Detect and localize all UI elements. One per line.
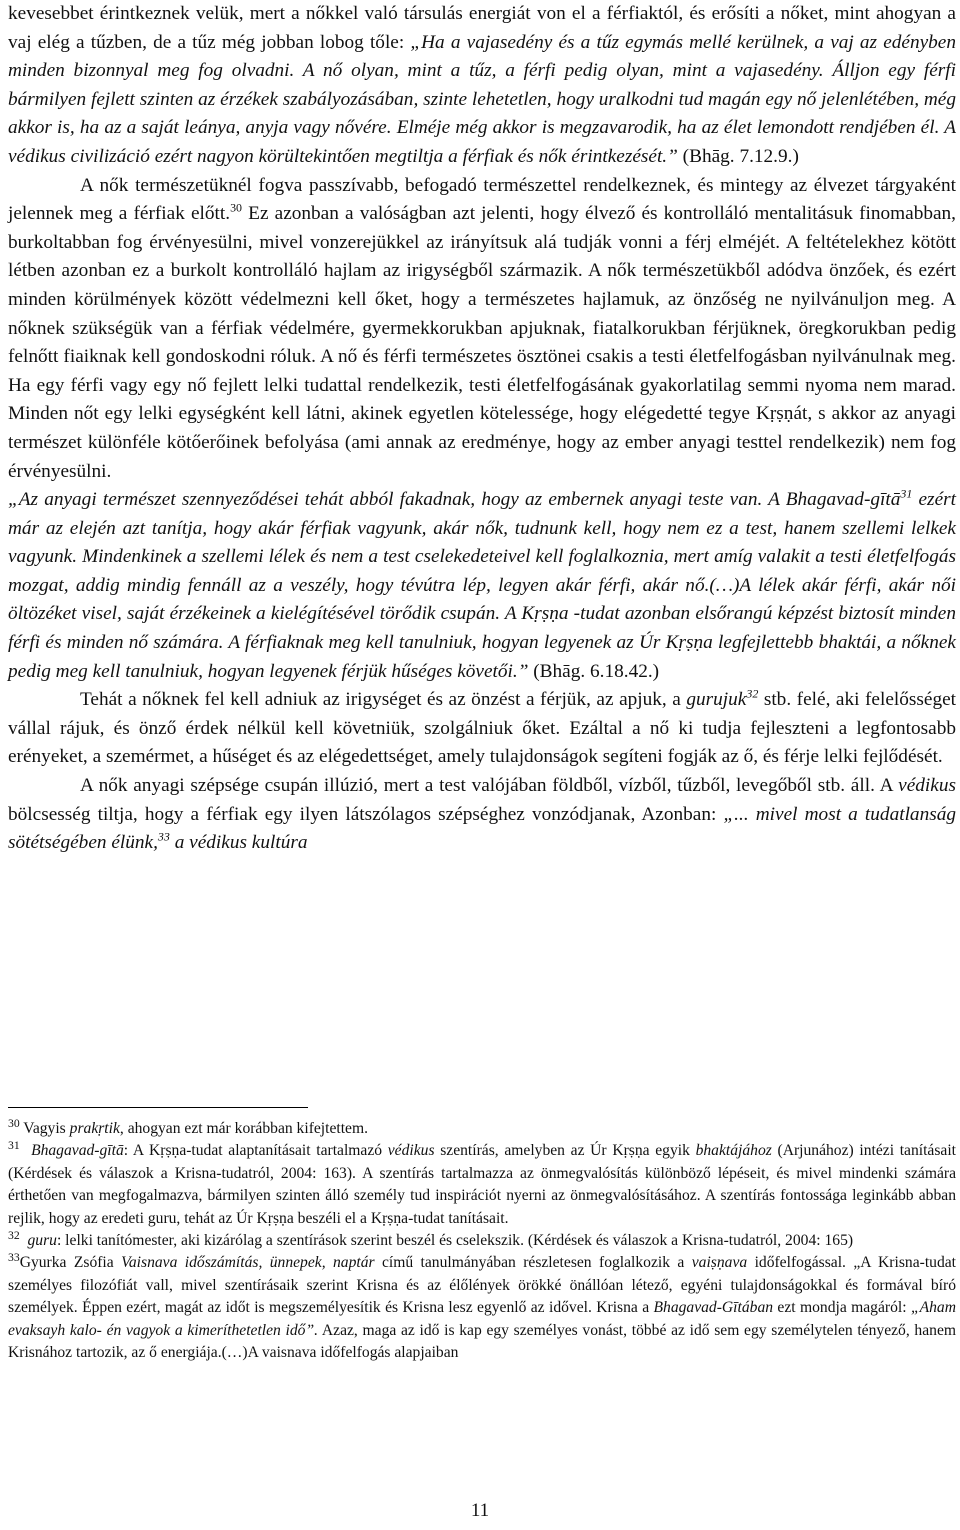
footnote-ref[interactable]: 33 [157, 829, 170, 844]
main-text [8, 0, 956, 858]
page-number: 11 [470, 1500, 490, 1521]
footnote-30: $^{30}$ Vagyis prakṛtik, ahogyan ezt már korábban kifejtettem. [8, 1116, 369, 1137]
citation: (Bhāg. 6.18.42.) [528, 660, 660, 682]
footnotes [8, 1118, 956, 1364]
footnote-ref[interactable]: 32 [746, 686, 759, 701]
footnote-33: $^{33}$Gyurka Zsófia Vaisnava időszámítás, ünnepek, naptár című tanulmányában részletesen foglalkozik a vaiṣṇava időfelfogással. „A Krisna-tudat személyes filozófiát vall, mivel szentírásaik szerint Krisna és az élőlények örökké önállóan létező, egyéni tulajdonságokkal és formával bíró személyek. Éppen ezért, magát az időt is megszemélyesítik és Krisna lesz egyenlő az idővel. Krisna a Bhagavad-Gītában ezt mondja magáról: „Aham evaksayh kalo- én vagyok a kimeríthetetlen idő”. Azaz, maga az idő is kap egy személyes vonást, többé az idő sem egy személytelen tényező, hanem Krisnához tartozik, az ő energiája.(…)A vaisnava időfelfogás alapjaiban [8, 1251, 956, 1362]
paragraph: A nők természetüknél fogva passzívabb, befogadó természettel rendelkeznek, és mintegy az élvezet tárgyaként jelennek meg a férfiak előtt.$^{30}$ Ez azonban a valóságban azt jelenti, hogy élvező és kontrolláló mentalitásuk finomabban, burkoltabban fog érvényesülni, mivel vonzerejükkel az irányítsuk alá tudják vonni a férj elméjét. A feltételekhez kötött létben azonban ez a burkolt kontrolláló hajlam az irigységből származik. A nők természetükből adódva önzőek, és ezért minden körülmények között védelmezni kell őket, hogy a természetes hajlamuk, az önzőség ne nyilvánuljon meg. A nőknek szükségük van a férfiak védelmére, gyermekkorukban apjuknak, fiatalkorukban férjüknek, öregkorukban pedig felnőtt fiaiknak kell gondoskodni róluk. A nő és férfi természetes ösztönei csakis a testi életfelfogásban nyilvánulnak meg. Ha egy férfi vagy egy nő fejlett lelki tudattal rendelkezik, testi életfelfogásának gyakorlatilag semmi nyoma nem marad. Minden nőt egy lelki egységként kell látni, akinek egyetlen kötelessége, hogy elégedetté tegye Kṛṣṇát, s akkor az anyagi természet különféle kötőerőinek befolyása (ami annak az eredménye, hogy az ember anyagi testtel rendelkezik) nem fog érvényesülni. [8, 174, 956, 482]
citation: (Bhāg. 7.12.9.) [677, 145, 799, 167]
footnote-ref[interactable]: 30 [230, 200, 243, 215]
footnote-separator [8, 1107, 308, 1108]
quotation: „Ha a vajasedény és a tűz egymás mellé kerülnek, a vaj az edényben minden bizonnyal meg fog olvadni. A nő olyan, mint a tűz, a férfi pedig olyan, mint a vajasedény. Álljon egy férfi bármilyen fejlett szinten az érzékek szabályozásában, szinte lehetetlen, hogy uralkodni tud magán egy nő jelenlétében, még akkor is, ha az a saját leánya, anyja vagy nővére. Elméje még akkor is megzavarodik, ha az élet lemondott rendjében él. A védikus civilizáció ezért nagyon körültekintően megtiltja a férfiak és nők érintkezését.” [8, 31, 957, 167]
quotation-paragraph: „Az anyagi természet szennyeződései tehát abból fakadnak, hogy az embernek anyagi teste van. A Bhagavad-gītā$^{31}$ ezért már az elején azt tanítja, hogy akár férfiak vagyunk, akár nők, tudnunk kell, hogy nem ez a test, hanem szellemi lelkek vagyunk. Mindenkinek a szellemi lélek és nem a test cselekedeteivel kell foglalkoznia, mert amíg valakit a testi életfelfogás mozgat, addig mindig fennáll az a veszély, hogy tévútra lép, legyen akár férfi, akár nő.(…)A lélek akár férfi, akár női öltözéket visel, saját érzékeinek a kielégítésével törődik csupán. A Kṛṣṇa -tudat azonban elsőrangú képzést biztosít minden férfi és minden nő számára. A férfiaknak meg kell tanulniuk, hogyan legyenek az Úr Kṛṣṇa legfejlettebb bhaktái, a nőknek pedig meg kell tanulniuk, hogyan legyenek férjük hűséges követői.” (Bhāg. 6.18.42.) [8, 486, 956, 682]
paragraph: kevesebbet érintkeznek velük, mert a nőkkel való társulás energiát von el a férfiaktól, és erősíti a nőket, mint ahogyan a vaj elég a tűzben, de a tűz még jobban lobog tőle: „Ha a vajasedény és a tűz egymás mellé kerülnek, a vaj az edényben minden bizonnyal meg fog olvadni. A nő olyan, mint a tűz, a férfi pedig olyan, mint a vajasedény. Álljon egy férfi bármilyen fejlett szinten az érzékek szabályozásában, szinte lehetetlen, hogy uralkodni tud magán egy nő jelenlétében, még akkor is, ha az a saját leánya, anyja vagy nővére. Elméje még akkor is megzavarodik, ha az élet lemondott rendjében él. A védikus civilizáció ezért nagyon körültekintően megtiltja a férfiak és nők érintkezését.” (Bhāg. 7.12.9.) [8, 3, 957, 167]
footnote-31: $^{31}$ Bhagavad-gītā: A Kṛṣṇa-tudat alaptanításait tartalmazó védikus szentírás, amelyben az Úr Kṛṣṇa egyik bhaktájához (Arjunához) intézi tanításait (Kérdések és válaszok a Krisna-tudatról, 2004: 163). A szentírás tartalmazza az önmegvalósítás különböző lépéseit, és mivel mindenki számára érthetően van megfogalmazva, bármilyen szinten álló személy tud inspirációt nyerni az önmegvalósításához. A szentírás fontossága leginkább abban rejlik, hogy az eredeti guru, tehát az Úr Kṛṣṇa beszéli el a Kṛṣṇa-tudat tanításait. [8, 1139, 957, 1227]
paragraph: Tehát a nőknek fel kell adniuk az irigységet és az önzést a férjük, az apjuk, a gurujuk$^{32}$ stb. felé, aki felelősséget vállal rájuk, és önző érdek nélkül kell követniük, szolgálniuk őket. Ezáltal a nő ki tudja fejleszteni a legfontosabb erényeket, a szemérmet, a hűséget és az elégedettséget, amely tulajdonságok segíteni fogják az ő, és férje lelki fejlődését. [8, 686, 957, 768]
quotation: „... mivel most a tudatlanság sötétségében élünk, [8, 803, 956, 854]
paragraph: A nők anyagi szépsége csupán illúzió, mert a test valójában földből, vízből, tűzből, levegőből stb. áll. A védikus bölcsesség tiltja, hogy a férfiak egy ilyen látszólagos szépséghez vonzódjanak, Azonban: „... mivel most a tudatlanság sötétségében élünk,$^{33}$ a védikus kultúra [8, 775, 956, 854]
footnote-32: $^{32}$ guru: lelki tanítómester, aki kizárólag a szentírások szerint beszél és cselekszik. (Kérdések és válaszok a Krisna-tudatról, 2004: 165) [8, 1228, 854, 1250]
footnote-ref[interactable]: 31 [900, 486, 913, 501]
